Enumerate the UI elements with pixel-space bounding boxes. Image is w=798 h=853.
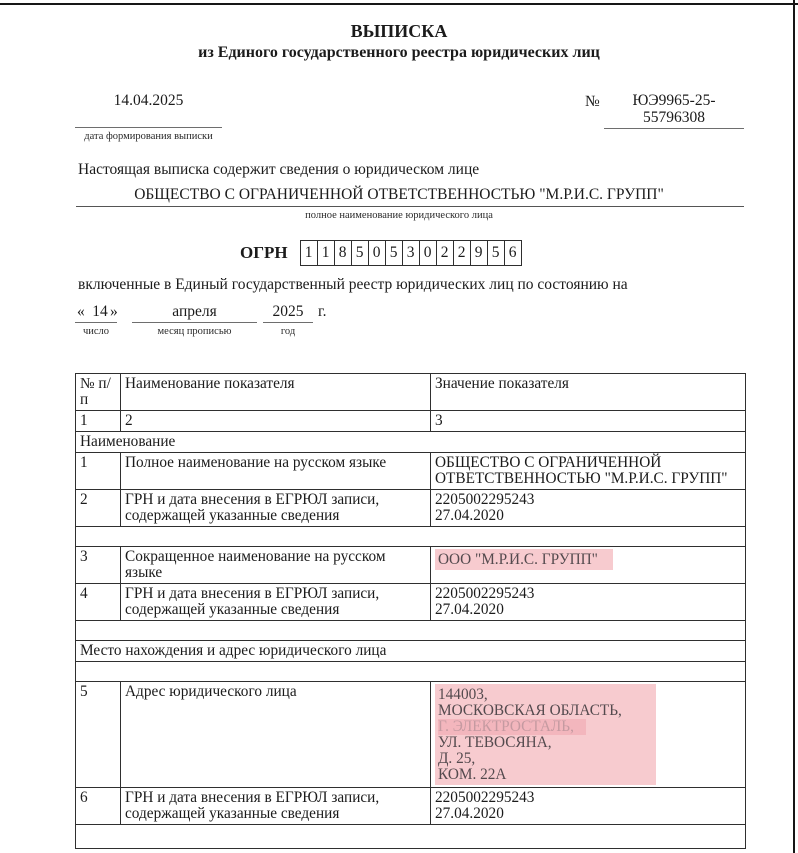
year-suffix: г.: [318, 303, 327, 320]
row-label-cell: Сокращенное наименование на русском языке: [121, 547, 431, 584]
registry-table: [75, 373, 746, 849]
highlighted-short-name: ООО "М.Р.И.С. ГРУПП": [435, 549, 613, 570]
spacer-cell: [76, 527, 746, 547]
doc-title: ВЫПИСКА: [350, 21, 448, 41]
section-header-address: [76, 641, 746, 662]
spacer-row: [76, 825, 746, 849]
row-label-cell: ГРН и дата внесения в ЕГРЮЛ записи, содержащей указанные сведения: [121, 490, 431, 527]
row-number-cell: 3: [76, 547, 121, 584]
year-underline: [263, 322, 313, 323]
day-underline: [75, 322, 117, 323]
address-line-6: КОМ. 22А: [438, 766, 507, 783]
ogrn-digit-box: 0: [419, 240, 437, 266]
month-underline: [132, 322, 257, 323]
month-label: месяц прописью: [157, 326, 232, 337]
row-value-cell: ОБЩЕСТВО С ОГРАНИЧЕННОЙ ОТВЕТСТВЕННОСТЬЮ "М.Р.И.С. ГРУПП": [431, 453, 746, 490]
row-label-cell: ГРН и дата внесения в ЕГРЮЛ записи, содержащей указанные сведения: [121, 788, 431, 825]
spacer-row: [76, 621, 746, 641]
row-number-cell: 5: [76, 682, 121, 788]
company-full-name: ОБЩЕСТВО С ОГРАНИЧЕННОЙ ОТВЕТСТВЕННОСТЬЮ "М.Р.И.С. ГРУПП": [134, 186, 664, 203]
row-label-cell: Адрес юридического лица: [121, 682, 431, 788]
page-top-border: [0, 3, 798, 5]
grn-date: 27.04.2020: [435, 507, 504, 524]
number-sign: №: [585, 93, 600, 110]
row-value-cell: [431, 547, 746, 584]
address-line-1: 144003,: [438, 686, 488, 703]
row-number-cell: 2: [76, 490, 121, 527]
grn-value: 2205002295243: [435, 789, 535, 806]
column-number-3: 3: [431, 411, 746, 432]
row-number-cell: 1: [76, 453, 121, 490]
doc-subtitle: из Единого государственного реестра юридических лиц: [198, 44, 600, 61]
section-header-name: [76, 432, 746, 453]
table-row-6: [76, 788, 746, 825]
row-label-cell: ГРН и дата внесения в ЕГРЮЛ записи, содержащей указанные сведения: [121, 584, 431, 621]
address-line-4: УЛ. ТЕВОСЯНА,: [438, 734, 552, 751]
ogrn-digit-box: 2: [453, 240, 471, 266]
grn-value: 2205002295243: [435, 585, 535, 602]
address-city-highlight: Г. ЭЛЕКТРОСТАЛЬ,: [438, 719, 586, 735]
registry-table-wrap: [75, 373, 745, 849]
section-header-address-text: Место нахождения и адрес юридического лица: [76, 641, 746, 662]
extract-number-underline: [604, 128, 744, 129]
table-row-4: [76, 584, 746, 621]
ogrn-row: [240, 240, 522, 266]
ogrn-digit-box: 5: [385, 240, 403, 266]
header-cell-num: № п/п: [76, 374, 121, 411]
day-label: число: [82, 326, 110, 337]
header-cell-value: Значение показателя: [431, 374, 746, 411]
ogrn-digit-boxes: [301, 240, 522, 266]
address-line-2: МОСКОВСКАЯ ОБЛАСТЬ,: [438, 702, 622, 719]
statement-text: Настоящая выписка содержит сведения о юридическом лице: [78, 161, 480, 178]
included-line: включенные в Единый государственный реестр юридических лиц по состоянию на: [78, 276, 628, 293]
row-value-cell: [431, 490, 746, 527]
ogrn-digit-box: 5: [351, 240, 369, 266]
formation-date-underline: [75, 127, 222, 128]
ogrn-digit-box: 9: [470, 240, 488, 266]
table-row-5: [76, 682, 746, 788]
year-value: 2025: [272, 303, 304, 320]
grn-date: 27.04.2020: [435, 805, 504, 822]
row-value-cell: [431, 682, 746, 788]
column-number-row: [76, 411, 746, 432]
ogrn-digit-box: 3: [402, 240, 420, 266]
row-number-cell: 6: [76, 788, 121, 825]
spacer-cell: [76, 662, 746, 682]
day-close-quote: »: [110, 303, 118, 320]
day-value: 14: [92, 303, 108, 320]
extract-number: [604, 92, 744, 126]
ogrn-digit-box: 8: [334, 240, 352, 266]
year-label: год: [280, 326, 296, 337]
column-number-2: 2: [121, 411, 431, 432]
address-line-5: Д. 25,: [438, 750, 476, 767]
table-row-1: [76, 453, 746, 490]
table-row-3: [76, 547, 746, 584]
ogrn-digit-box: 1: [300, 240, 318, 266]
company-name-underline: [76, 206, 744, 207]
ogrn-digit-box: 5: [487, 240, 505, 266]
row-number-cell: 4: [76, 584, 121, 621]
grn-value: 2205002295243: [435, 491, 535, 508]
ogrn-digit-box: 0: [368, 240, 386, 266]
extract-number-line2: 55796308: [643, 109, 705, 126]
extract-number-line1: ЮЭ9965-25-: [632, 92, 716, 109]
highlighted-address-block: [435, 684, 656, 785]
row-label-cell: Полное наименование на русском языке: [121, 453, 431, 490]
spacer-cell: [76, 621, 746, 641]
company-name-label: полное наименование юридического лица: [305, 210, 493, 221]
spacer-row: [76, 527, 746, 547]
spacer-cell: [76, 825, 746, 849]
header-cell-label: Наименование показателя: [121, 374, 431, 411]
day-open-quote: «: [77, 303, 85, 320]
grn-date: 27.04.2020: [435, 601, 504, 618]
ogrn-digit-box: 2: [436, 240, 454, 266]
table-row-2: [76, 490, 746, 527]
table-header-row: [76, 374, 746, 411]
ogrn-digit-box: 6: [504, 240, 522, 266]
ogrn-label: ОГРН: [240, 243, 288, 262]
ogrn-digit-box: 1: [317, 240, 335, 266]
formation-date-value: 14.04.2025: [113, 92, 184, 109]
column-number-1: 1: [76, 411, 121, 432]
formation-date-label: дата формирования выписки: [84, 131, 213, 142]
spacer-row: [76, 662, 746, 682]
row-value-cell: [431, 788, 746, 825]
page-right-border: [793, 0, 795, 853]
row-value-cell: [431, 584, 746, 621]
section-header-name-text: Наименование: [76, 432, 746, 453]
address-line-3: [438, 719, 656, 735]
month-value: апреля: [172, 303, 217, 320]
